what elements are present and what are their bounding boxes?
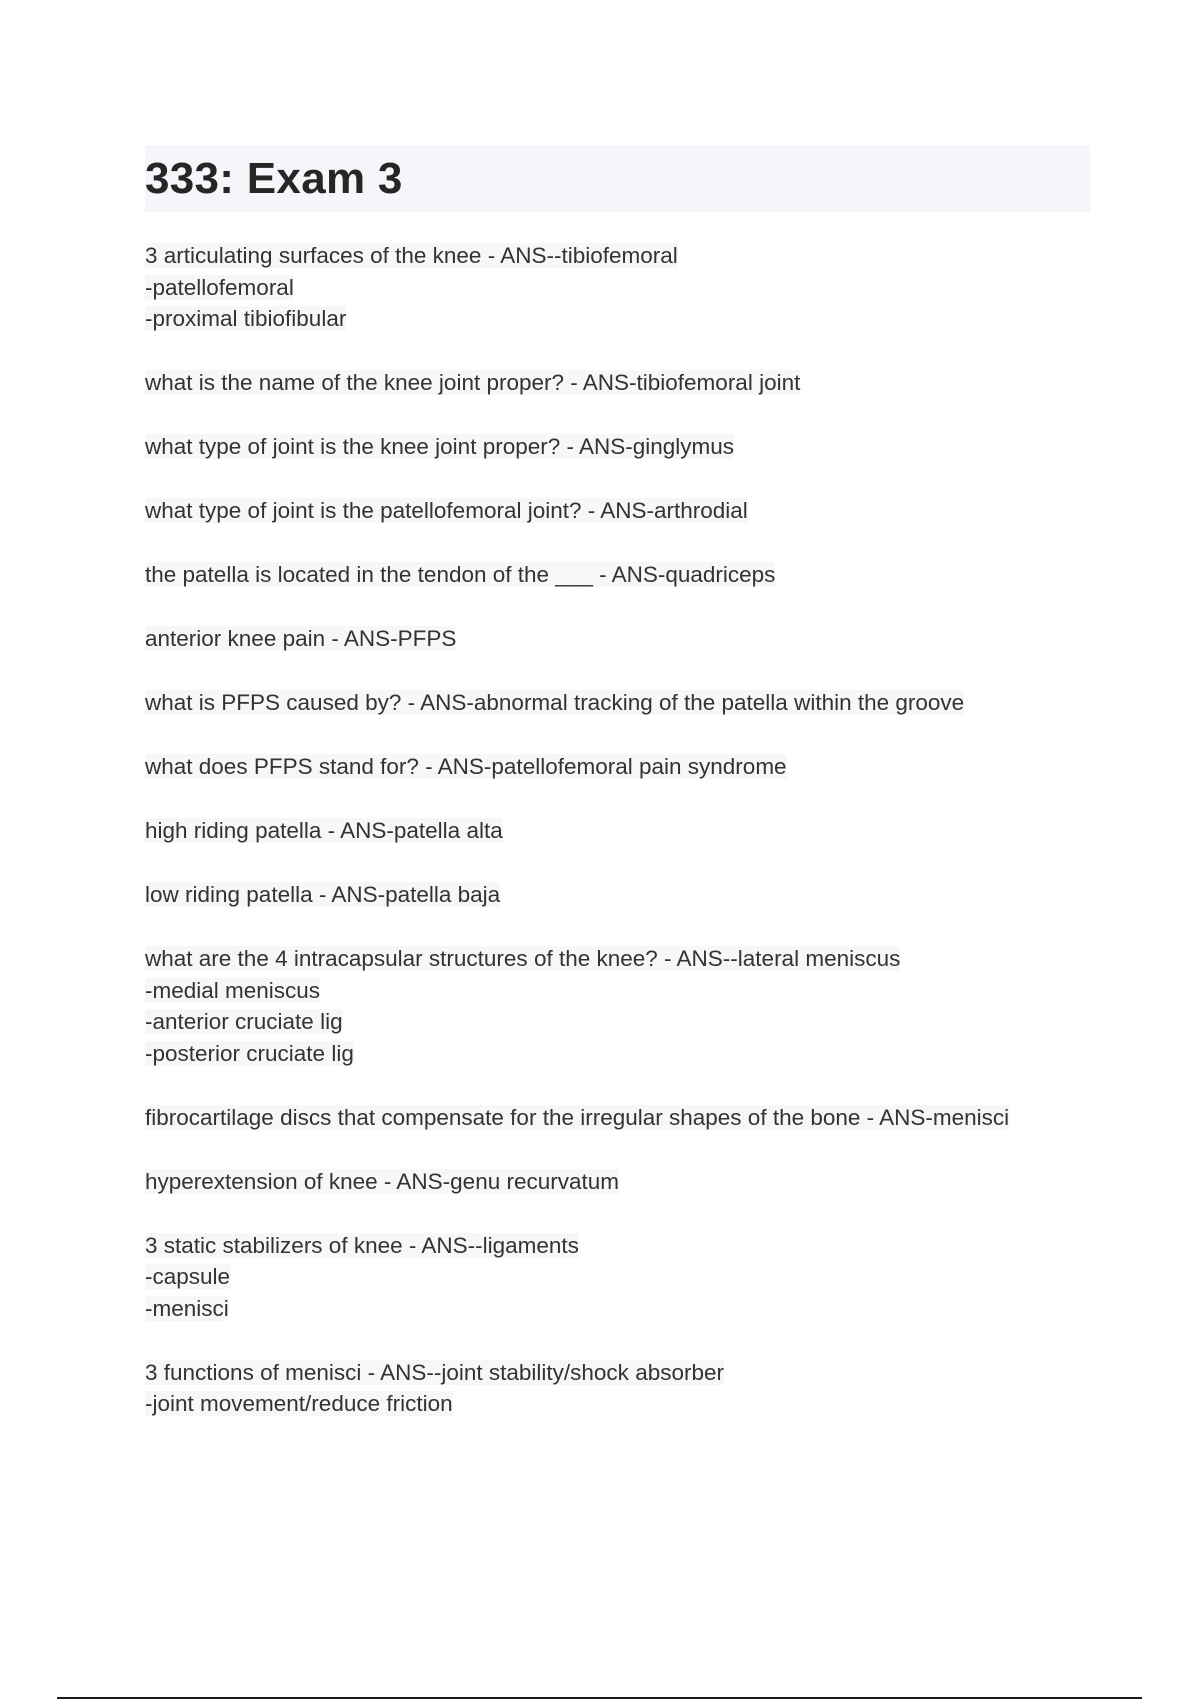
qa-line-text: -menisci <box>145 1295 229 1321</box>
qa-question-line <box>145 879 1090 911</box>
qa-item <box>145 623 1090 655</box>
qa-item <box>145 367 1090 399</box>
qa-question-line <box>145 431 1090 463</box>
qa-line-text: -patellofemoral <box>145 274 294 300</box>
qa-list <box>145 240 1090 1420</box>
qa-line-text: 3 static stabilizers of knee - ANS--ligaments <box>145 1232 579 1258</box>
qa-answer-line <box>145 1038 1090 1070</box>
qa-question-line <box>145 687 1090 719</box>
qa-answer-line <box>145 303 1090 335</box>
qa-line-text: the patella is located in the tendon of the ___ - ANS-quadriceps <box>145 562 776 587</box>
qa-question-line <box>145 1166 1090 1198</box>
qa-question-line <box>145 240 1090 272</box>
qa-item <box>145 1166 1090 1198</box>
page-title: 333: Exam 3 <box>145 153 403 203</box>
qa-line-text: -proximal tibiofibular <box>145 306 347 331</box>
qa-line-text: what type of joint is the knee joint proper? - ANS-ginglymus <box>145 434 735 459</box>
title-bar <box>145 145 1090 212</box>
qa-line-text: what is the name of the knee joint proper? - ANS-tibiofemoral joint <box>145 370 801 395</box>
qa-item <box>145 1102 1090 1134</box>
qa-question-line <box>145 1102 1090 1134</box>
qa-question-line <box>145 943 1090 975</box>
qa-item <box>145 559 1090 591</box>
qa-line-text: -capsule <box>145 1264 231 1289</box>
qa-item <box>145 751 1090 783</box>
qa-item <box>145 1230 1090 1325</box>
qa-question-line <box>145 1357 1090 1389</box>
qa-question-line <box>145 495 1090 527</box>
qa-line-text: low riding patella - ANS-patella baja <box>145 882 501 907</box>
qa-item <box>145 879 1090 911</box>
qa-line-text: anterior knee pain - ANS-PFPS <box>145 626 457 651</box>
document-body <box>145 145 1090 1452</box>
qa-item <box>145 240 1090 335</box>
qa-answer-line <box>145 272 1090 304</box>
qa-line-text: -posterior cruciate lig <box>145 1040 354 1066</box>
qa-item <box>145 495 1090 527</box>
bottom-divider <box>57 1697 1142 1699</box>
qa-question-line <box>145 559 1090 591</box>
qa-answer-line <box>145 1388 1090 1420</box>
qa-question-line <box>145 815 1090 847</box>
qa-line-text: fibrocartilage discs that compensate for the irregular shapes of the bone - ANS-menisci <box>145 1104 1010 1130</box>
qa-line-text: what does PFPS stand for? - ANS-patellofemoral pain syndrome <box>145 754 787 779</box>
qa-question-line <box>145 623 1090 655</box>
qa-line-text: high riding patella - ANS-patella alta <box>145 818 503 843</box>
qa-question-line <box>145 1230 1090 1262</box>
qa-line-text: what is PFPS caused by? - ANS-abnormal tracking of the patella within the groove <box>145 690 965 715</box>
qa-line-text: -medial meniscus <box>145 977 321 1003</box>
qa-answer-line <box>145 1006 1090 1038</box>
qa-item <box>145 431 1090 463</box>
qa-answer-line <box>145 1261 1090 1293</box>
qa-line-text: 3 functions of menisci - ANS--joint stability/shock absorber <box>145 1359 724 1385</box>
qa-line-text: -anterior cruciate lig <box>145 1009 343 1034</box>
qa-line-text: -joint movement/reduce friction <box>145 1391 453 1416</box>
qa-line-text: 3 articulating surfaces of the knee - ANS--tibiofemoral <box>145 243 678 268</box>
qa-question-line <box>145 751 1090 783</box>
qa-item <box>145 1357 1090 1420</box>
qa-item <box>145 687 1090 719</box>
qa-answer-line <box>145 1293 1090 1325</box>
qa-question-line <box>145 367 1090 399</box>
qa-item <box>145 815 1090 847</box>
qa-line-text: what are the 4 intracapsular structures of the knee? - ANS--lateral meniscus <box>145 946 901 971</box>
qa-item <box>145 943 1090 1069</box>
qa-line-text: hyperextension of knee - ANS-genu recurvatum <box>145 1168 620 1194</box>
qa-line-text: what type of joint is the patellofemoral joint? - ANS-arthrodial <box>145 498 748 523</box>
qa-answer-line <box>145 975 1090 1007</box>
